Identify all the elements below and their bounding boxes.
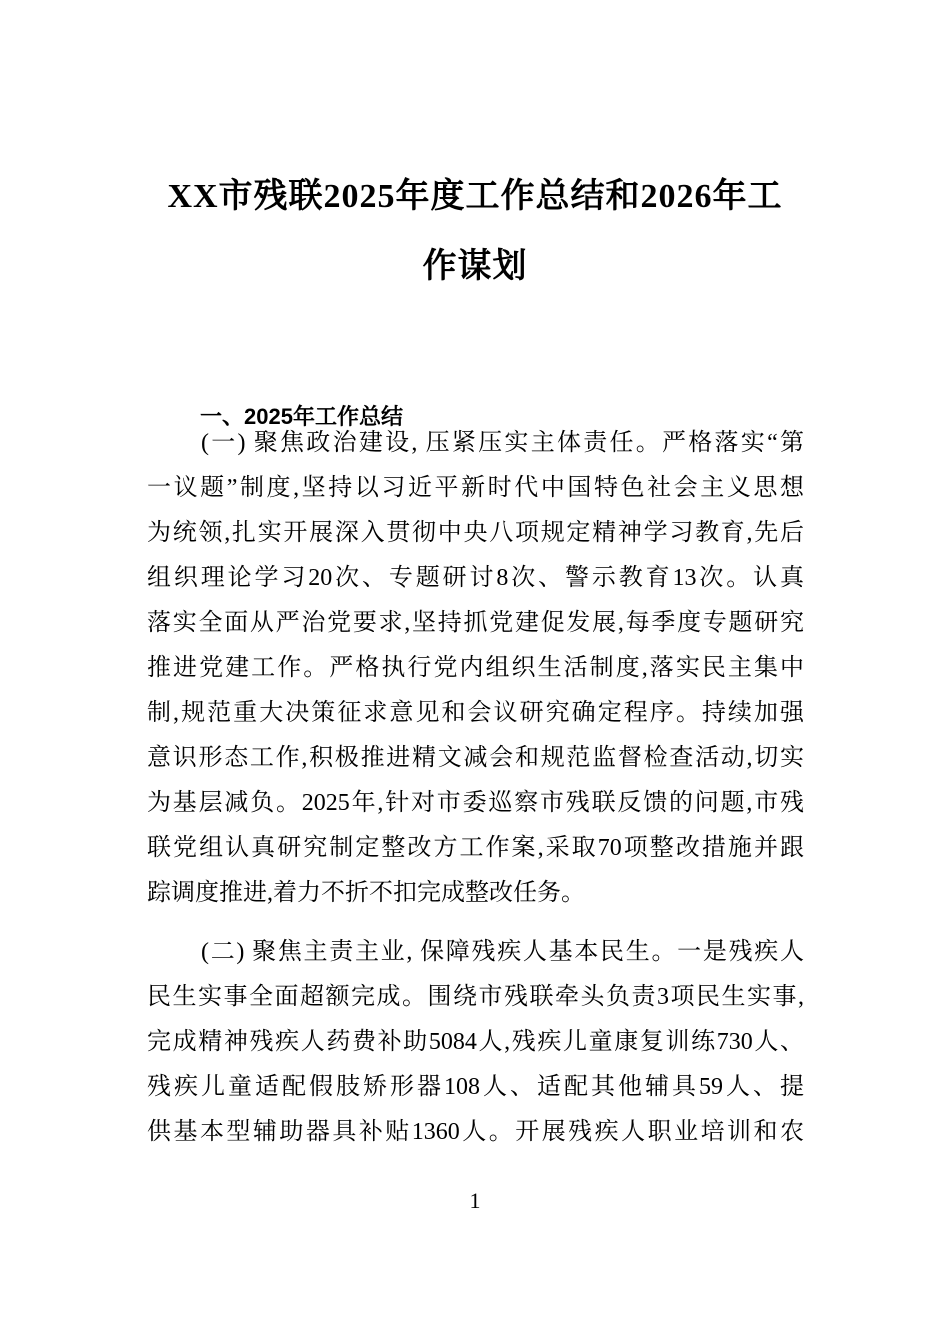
paragraph-line: 组织理论学习20次、专题研讨8次、警示教育13次。认真 (147, 565, 804, 591)
document-title-line-2: 作谋划 (422, 248, 528, 285)
paragraph-line: 推进党建工作。严格执行党内组织生活制度,落实民主集中 (147, 655, 804, 681)
paragraph-2 (147, 930, 804, 1155)
paragraph-line: 供基本型辅助器具补贴1360人。开展残疾人职业培训和农 (147, 1119, 804, 1145)
paragraph-line: 完成精神残疾人药费补助5084人,残疾儿童康复训练730人、 (147, 1029, 804, 1055)
page-number: 1 (469, 1188, 481, 1213)
paragraph-1 (147, 421, 804, 916)
paragraph-line: (一) 聚焦政治建设, 压紧压实主体责任。严格落实“第 (201, 430, 804, 456)
paragraph-line: (二) 聚焦主责主业, 保障残疾人基本民生。一是残疾人 (201, 939, 804, 965)
paragraph-line: 为基层减负。2025年,针对市委巡察市残联反馈的问题,市残 (147, 790, 804, 816)
paragraph-line: 联党组认真研究制定整改方工作案,采取70项整改措施并跟 (147, 835, 804, 861)
paragraph-line: 制,规范重大决策征求意见和会议研究确定程序。持续加强 (147, 700, 804, 726)
paragraph-line: 踪调度推进,着力不折不扣完成整改任务。 (147, 880, 585, 906)
paragraph-line: 一议题”制度,坚持以习近平新时代中国特色社会主义思想 (147, 475, 804, 501)
paragraph-line: 为统领,扎实开展深入贯彻中央八项规定精神学习教育,先后 (147, 520, 804, 546)
section-heading: 一、2025年工作总结 (200, 404, 403, 429)
document-title-line-1: XX市残联2025年度工作总结和2026年工 (167, 178, 783, 215)
paragraph-line: 残疾儿童适配假肢矫形器108人、适配其他辅具59人、提 (147, 1074, 804, 1100)
paragraph-line: 民生实事全面超额完成。围绕市残联牵头负责3项民生实事, (147, 984, 804, 1010)
paragraph-line: 落实全面从严治党要求,坚持抓党建促发展,每季度专题研究 (147, 610, 804, 636)
paragraph-line: 意识形态工作,积极推进精文减会和规范监督检查活动,切实 (147, 745, 804, 771)
